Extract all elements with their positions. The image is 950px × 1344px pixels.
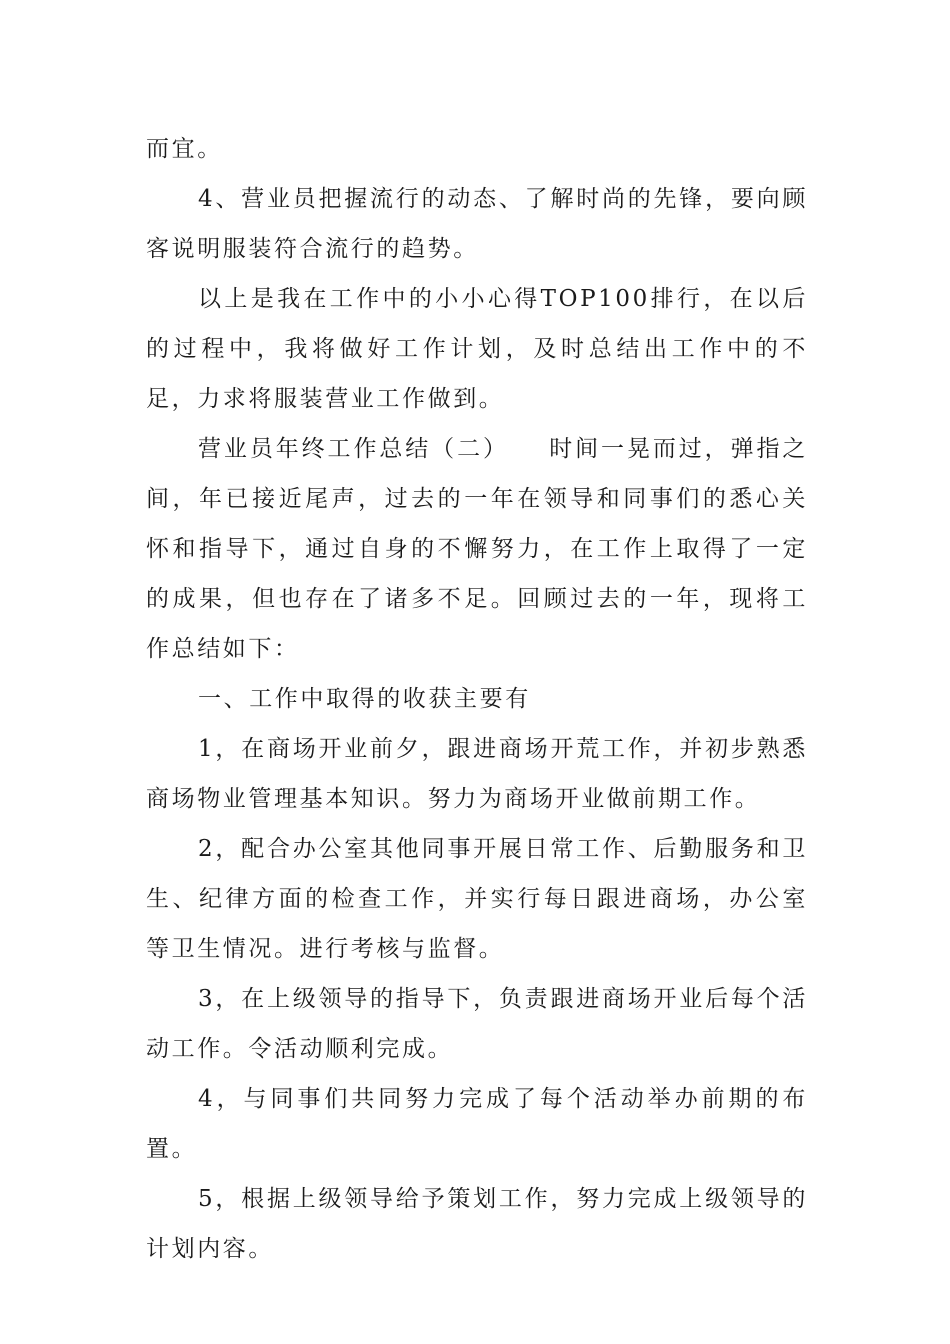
list-item-5: 5，根据上级领导给予策划工作，努力完成上级领导的计划内容。 — [146, 1186, 808, 1262]
list-item-1: 1，在商场开业前夕，跟进商场开荒工作，并初步熟悉商场物业管理基本知识。努力为商场开业做前期工作。 — [146, 736, 808, 812]
list-item-2: 2，配合办公室其他同事开展日常工作、后勤服务和卫生、纪律方面的检查工作，并实行每日跟进商场，办公室等卫生情况。进行考核与监督。 — [146, 836, 808, 962]
document-body — [146, 124, 808, 1274]
list-item-4: 4，与同事们共同努力完成了每个活动举办前期的布置。 — [146, 1086, 808, 1162]
paragraph-section-two-intro: 营业员年终工作总结（二） 时间一晃而过，弹指之间，年已接近尾声，过去的一年在领导和同事们的悉心关怀和指导下，通过自身的不懈努力，在工作上取得了一定的成果，但也存在了诸多不足。回顾过去的一年，现将工作总结如下： — [146, 436, 808, 662]
list-item-3: 3，在上级领导的指导下，负责跟进商场开业后每个活动工作。令活动顺利完成。 — [146, 986, 808, 1062]
paragraph-point-4: 4、营业员把握流行的动态、了解时尚的先锋，要向顾客说明服装符合流行的趋势。 — [146, 186, 808, 262]
paragraph-continuation: 而宜。 — [146, 136, 223, 162]
paragraph-summary: 以上是我在工作中的小小心得TOP100排行，在以后的过程中，我将做好工作计划，及时总结出工作中的不足，力求将服装营业工作做到。 — [146, 286, 808, 412]
section-heading: 一、工作中取得的收获主要有 — [198, 686, 531, 712]
